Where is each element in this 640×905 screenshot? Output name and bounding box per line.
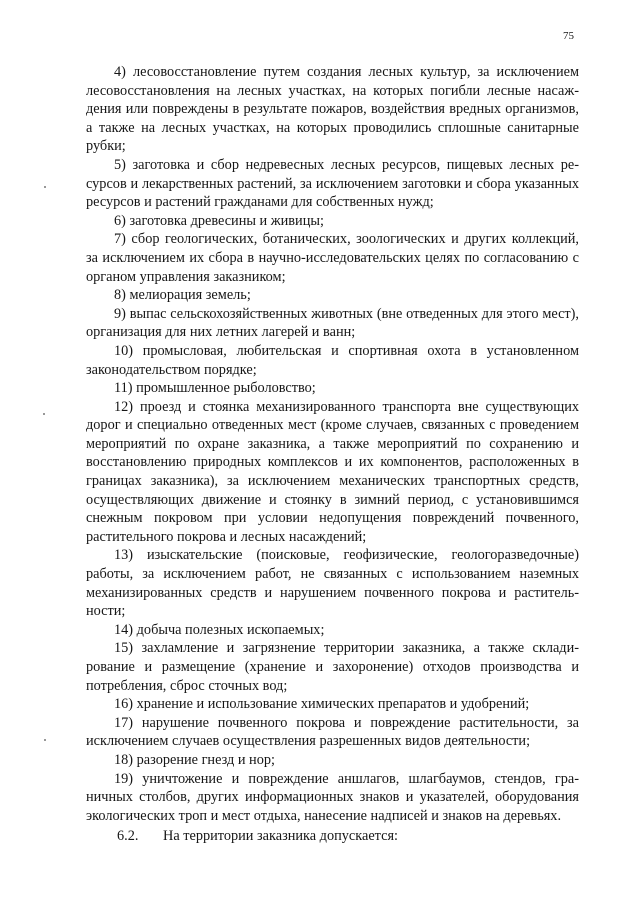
section-number: 6.2. — [117, 828, 139, 845]
list-item: 14) добыча полезных ископаемых; — [114, 621, 325, 638]
list-item: 8) мелиорация земель; — [114, 287, 251, 304]
list-item: 18) разорение гнезд и нор; — [114, 751, 275, 768]
list-item: 10) промысловая, любительская и спортивная охота в установленном законодательством порядке; — [86, 342, 579, 378]
document-body — [86, 63, 579, 846]
list-item: 19) уничтожение и повреждение аншлагов, шлагбаумов, стендов, граничных столбов, других информационных знаков и указателей, оборудования экологических троп и мест отдыха, нанесение надписей и знаков на деревьях. — [86, 770, 579, 824]
section-heading — [86, 827, 579, 846]
scan-speck — [44, 739, 46, 741]
list-item: 16) хранение и использование химических препаратов и удобрений; — [114, 696, 530, 713]
list-item: 11) промышленное рыболовство; — [114, 380, 316, 397]
list-item: 15) захламление и загрязнение территории заказника, а также складирование и размещение (хранение и захоронение) отходов производства и потребления, сброс сточных вод; — [86, 640, 579, 694]
scan-speck — [43, 413, 45, 415]
list-item: 17) нарушение почвенного покрова и повреждение растительности, за исключением случаев осуществления разрешенных видов деятельности; — [86, 714, 579, 750]
list-item: 5) заготовка и сбор недревесных лесных ресурсов, пищевых лесных ресурсов и лекарственных растений, за исключением заготовки и сбора указанных ресурсов и растений гражданами для собственных нужд; — [86, 156, 579, 211]
list-item: 6) заготовка древесины и живицы; — [114, 212, 324, 229]
list-item: 7) сбор геологических, ботанических, зоологических и других коллекций, за исключением их сбора в научно-исследовательских целях по согласованию с органом управления заказником; — [86, 231, 579, 285]
page-number: 75 — [563, 30, 574, 42]
list-item: 9) выпас сельскохозяйственных животных (вне отведенных для этого мест), организация для них летних лагерей и ванн; — [86, 305, 580, 341]
list-item: 13) изыскательские (поисковые, геофизические, геологоразведочные) работы, за исключением работ, не связанных с использованием наземных механизированных средств и нарушением почвенного покрова и растительности; — [86, 547, 579, 620]
section-text: На территории заказника допускается: — [163, 828, 398, 845]
list-item: 4) лесовосстановление путем создания лесных культур, за исключением лесовосстановления на лесных участках, на которых погибли лесные насаждения или повреждены в результате пожаров, воздействия вредных организмов, а также на лесных участках, на которых проводились сплошные санитарные рубки; — [86, 64, 579, 155]
scan-speck — [44, 186, 46, 188]
list-item: 12) проезд и стоянка механизированного транспорта вне существующих дорог и специально отведенных мест (кроме случаев, связанных с проведением мероприятий по охране заказника, а также мероприятий по сохранению и восстановлению природных комплексов и их компонентов, расположенных в границах заказника), за исключением механических транспортных средств, осуществляющих движение и стоянку в зимний период, с установившимся снежным покровом при условии недопущения повреждений почвенного, растительного покрова и лесных насаждений; — [86, 398, 580, 545]
